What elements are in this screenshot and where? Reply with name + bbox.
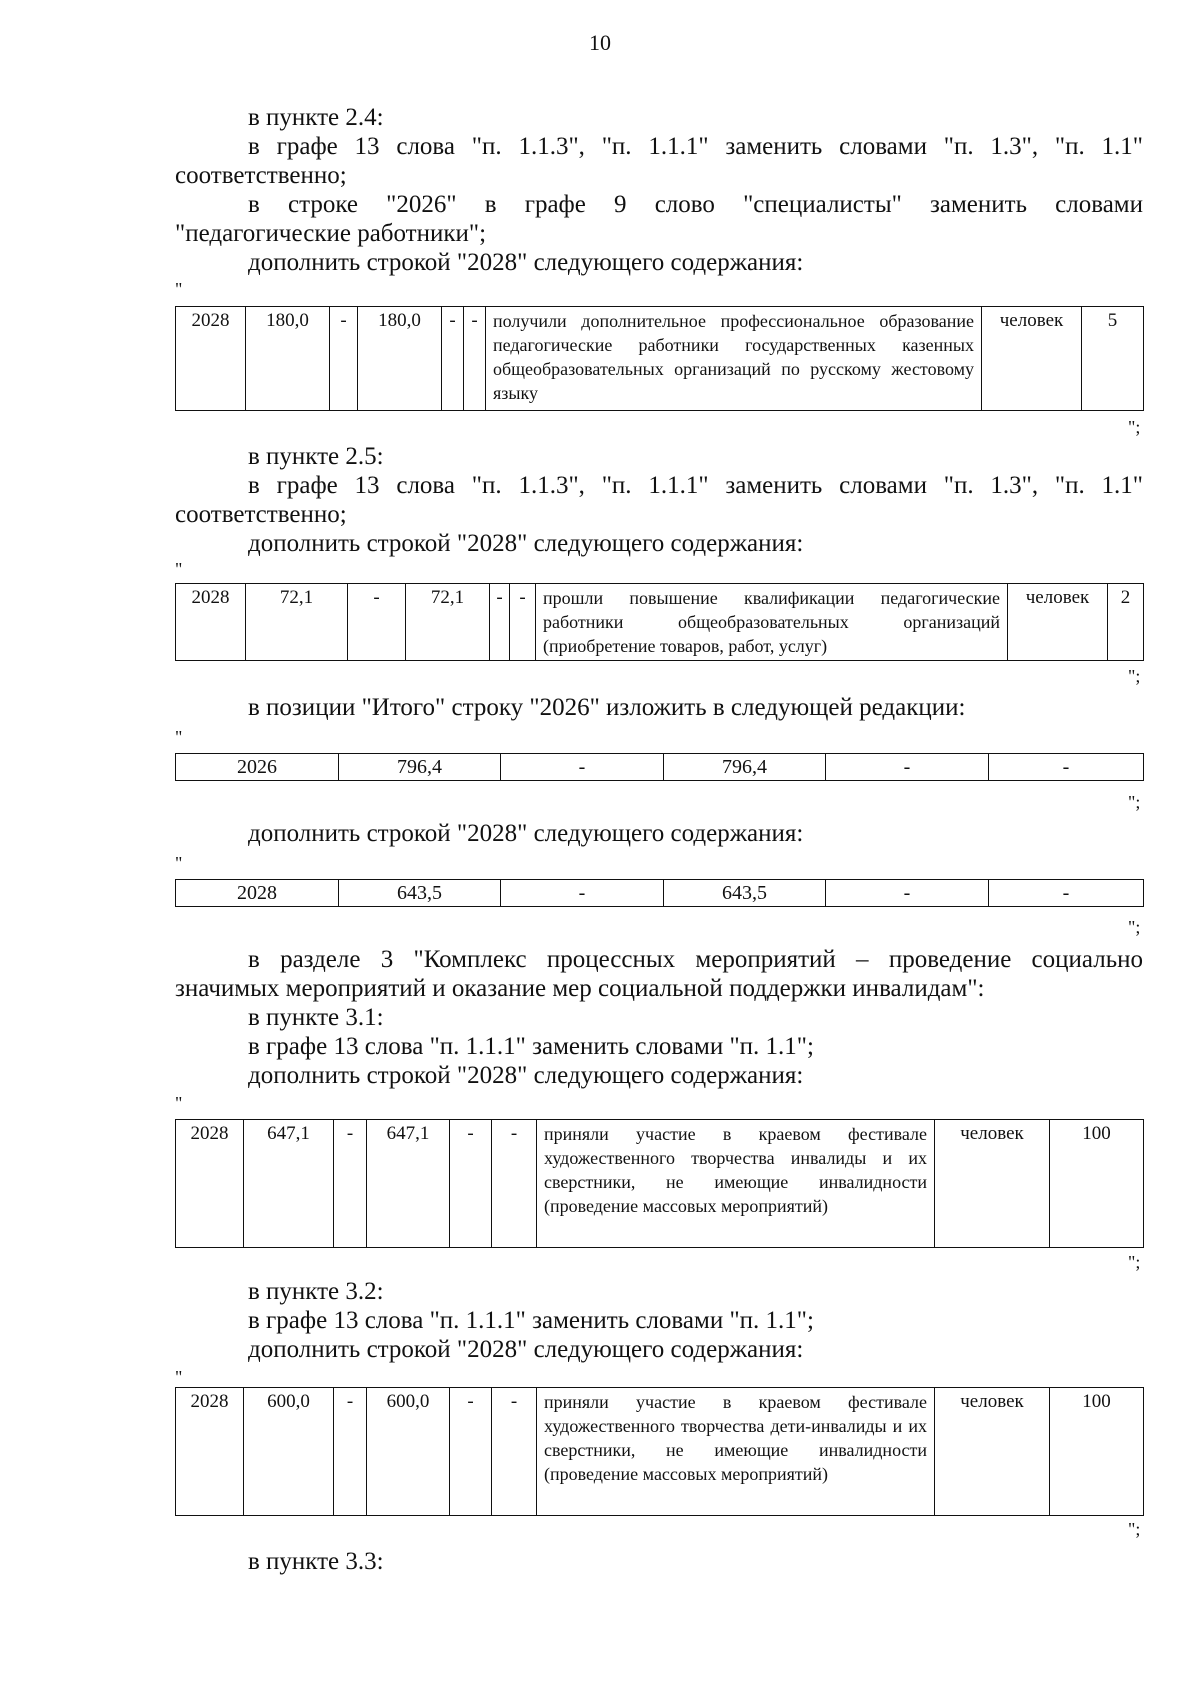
quote-close-3: "; bbox=[1128, 792, 1141, 812]
table-cell: 600,0 bbox=[244, 1388, 334, 1516]
table-cell: 180,0 bbox=[358, 307, 442, 411]
table-cell-unit: человек bbox=[935, 1120, 1050, 1248]
sec32-intro: в пункте 3.2: bbox=[248, 1278, 384, 1305]
table-cell: 2028 bbox=[176, 307, 246, 411]
sec24-row-line2: "педагогические работники"; bbox=[175, 220, 487, 247]
table-cell: 647,1 bbox=[367, 1120, 450, 1248]
table-cell: - bbox=[334, 1388, 367, 1516]
quote-open-6: " bbox=[175, 1367, 183, 1387]
sec24-add: дополнить строкой "2028" следующего содержания: bbox=[248, 249, 804, 276]
table-cell-description: приняли участие в краевом фестивале художественного творчества инвалиды и их сверстники, не имеющие инвалидности (проведение массовых мероприятий) bbox=[537, 1120, 935, 1248]
table-row bbox=[176, 880, 1144, 907]
table-cell-value: 5 bbox=[1082, 307, 1144, 411]
quote-open-2: " bbox=[175, 559, 183, 579]
sec25-add: дополнить строкой "2028" следующего содержания: bbox=[248, 530, 804, 557]
table-cell: - bbox=[442, 307, 464, 411]
sec24-row-line1: в строке "2026" в графе 9 слово "специалисты" заменить словами bbox=[248, 191, 1143, 218]
table-cell: - bbox=[348, 584, 406, 661]
table-cell: 796,4 bbox=[339, 754, 501, 781]
sec31-intro: в пункте 3.1: bbox=[248, 1004, 384, 1031]
table-cell-unit: человек bbox=[982, 307, 1082, 411]
table-cell: - bbox=[450, 1120, 492, 1248]
quote-close-6: "; bbox=[1128, 1519, 1141, 1539]
table-cell: 2028 bbox=[176, 1388, 244, 1516]
table-cell: - bbox=[989, 754, 1144, 781]
table-row bbox=[176, 307, 1144, 411]
table-cell: - bbox=[501, 754, 664, 781]
table-2028-sec24 bbox=[175, 306, 1144, 411]
table-cell-unit: человек bbox=[935, 1388, 1050, 1516]
sec25-replace-line2: соответственно; bbox=[175, 501, 347, 528]
sec33-intro: в пункте 3.3: bbox=[248, 1548, 384, 1575]
table-cell-unit: человек bbox=[1008, 584, 1108, 661]
table-2028-sec32 bbox=[175, 1387, 1144, 1516]
table-cell-description: прошли повышение квалификации педагогические работники общеобразовательных организаций (приобретение товаров, работ, услуг) bbox=[536, 584, 1008, 661]
table-row bbox=[176, 584, 1144, 661]
quote-close-4: "; bbox=[1128, 917, 1141, 937]
sec3-heading-line2: значимых мероприятий и оказание мер социальной поддержки инвалидам": bbox=[175, 975, 985, 1002]
table-cell-value: 100 bbox=[1050, 1120, 1144, 1248]
itogo-add: дополнить строкой "2028" следующего содержания: bbox=[248, 820, 804, 847]
table-cell: - bbox=[501, 880, 664, 907]
table-cell: 72,1 bbox=[406, 584, 490, 661]
table-cell: - bbox=[330, 307, 358, 411]
table-cell: - bbox=[826, 880, 989, 907]
table-cell-description: получили дополнительное профессиональное образование педагогические работники государственных казенных общеобразовательных организаций по русскому жестовому языку bbox=[486, 307, 982, 411]
itogo-row-2028 bbox=[175, 879, 1144, 907]
table-cell: 2028 bbox=[176, 1120, 244, 1248]
quote-close-2: "; bbox=[1128, 666, 1141, 686]
quote-open-4: " bbox=[175, 853, 183, 873]
sec24-replace-line1: в графе 13 слова "п. 1.1.3", "п. 1.1.1" заменить словами "п. 1.3", "п. 1.1" bbox=[248, 133, 1143, 160]
table-cell: 180,0 bbox=[246, 307, 330, 411]
table-cell: - bbox=[490, 584, 510, 661]
table-cell-value: 100 bbox=[1050, 1388, 1144, 1516]
quote-close-5: "; bbox=[1128, 1252, 1141, 1272]
table-cell: 2026 bbox=[176, 754, 339, 781]
table-cell: - bbox=[450, 1388, 492, 1516]
sec31-add: дополнить строкой "2028" следующего содержания: bbox=[248, 1062, 804, 1089]
sec32-add: дополнить строкой "2028" следующего содержания: bbox=[248, 1336, 804, 1363]
sec24-replace-line2: соответственно; bbox=[175, 162, 347, 189]
table-cell: 600,0 bbox=[367, 1388, 450, 1516]
table-cell: 647,1 bbox=[244, 1120, 334, 1248]
table-2028-sec31 bbox=[175, 1119, 1144, 1248]
table-cell-value: 2 bbox=[1108, 584, 1144, 661]
sec32-replace: в графе 13 слова "п. 1.1.1" заменить словами "п. 1.1"; bbox=[248, 1307, 814, 1334]
sec25-intro: в пункте 2.5: bbox=[248, 443, 384, 470]
table-cell: - bbox=[510, 584, 536, 661]
table-cell: - bbox=[989, 880, 1144, 907]
table-cell: - bbox=[464, 307, 486, 411]
table-row bbox=[176, 1120, 1144, 1248]
quote-close-1: "; bbox=[1128, 417, 1141, 437]
sec31-replace: в графе 13 слова "п. 1.1.1" заменить словами "п. 1.1"; bbox=[248, 1033, 814, 1060]
table-cell: - bbox=[826, 754, 989, 781]
table-cell-description: приняли участие в краевом фестивале художественного творчества дети-инвалиды и их сверстники, не имеющие инвалидности (проведение массовых мероприятий) bbox=[537, 1388, 935, 1516]
table-cell: - bbox=[492, 1388, 537, 1516]
table-cell: 72,1 bbox=[246, 584, 348, 661]
sec24-intro: в пункте 2.4: bbox=[248, 104, 384, 131]
table-cell: 2028 bbox=[176, 880, 339, 907]
itogo-row-2026 bbox=[175, 753, 1144, 781]
table-cell: - bbox=[492, 1120, 537, 1248]
quote-open-1: " bbox=[175, 279, 183, 299]
sec25-replace-line1: в графе 13 слова "п. 1.1.3", "п. 1.1.1" заменить словами "п. 1.3", "п. 1.1" bbox=[248, 472, 1143, 499]
itogo-text: в позиции "Итого" строку "2026" изложить в следующей редакции: bbox=[248, 694, 966, 721]
table-cell: 643,5 bbox=[664, 880, 826, 907]
sec3-heading-line1: в разделе 3 "Комплекс процессных мероприятий – проведение социально bbox=[248, 946, 1143, 973]
table-cell: 643,5 bbox=[339, 880, 501, 907]
table-row bbox=[176, 754, 1144, 781]
page-number: 10 bbox=[589, 30, 611, 55]
table-cell: 2028 bbox=[176, 584, 246, 661]
table-cell: 796,4 bbox=[664, 754, 826, 781]
quote-open-5: " bbox=[175, 1093, 183, 1113]
table-2028-sec25 bbox=[175, 583, 1144, 661]
quote-open-3: " bbox=[175, 727, 183, 747]
table-row bbox=[176, 1388, 1144, 1516]
table-cell: - bbox=[334, 1120, 367, 1248]
